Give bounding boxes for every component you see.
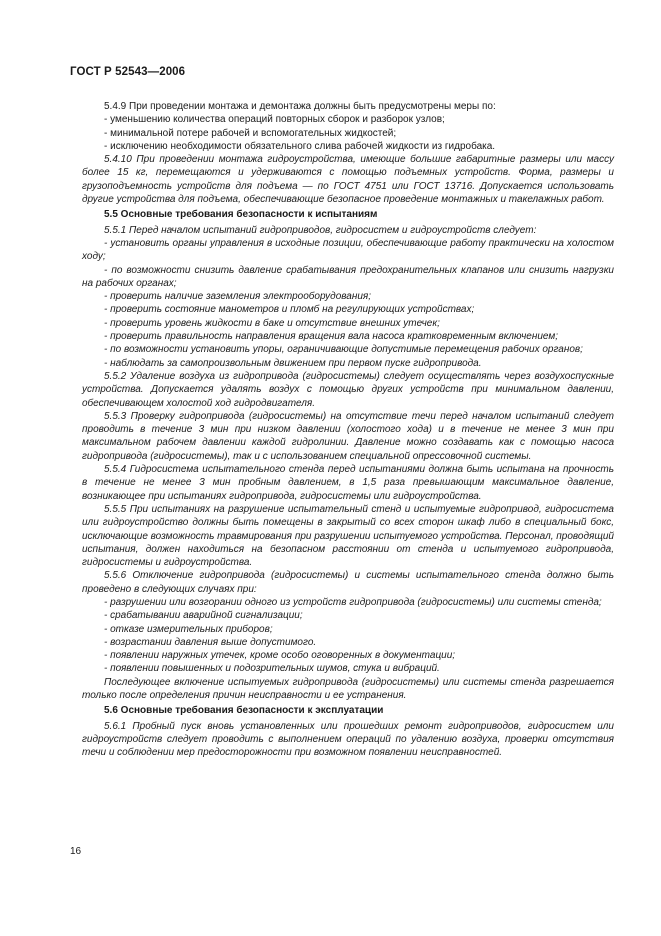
list-item: - срабатывании аварийной сигнализации; [104,610,303,622]
paragraph-5-5-1: 5.5.1 Перед началом испытаний гидроприводов, гидросистем и гидроустройств следует: [104,224,537,236]
list-item: - установить органы управления в исходные позиции, обеспечивающие работу практически на холостом ходу; [82,237,614,263]
list-item: - появлении наружных утечек, кроме особо оговоренных в документации; [104,650,456,662]
paragraph-5-5-2: 5.5.2 Удаление воздуха из гидропривода (гидросистемы) следует осуществлять через воздухоспускные устройства. Допускается удалять воздух с помощью других устройств при минимальном давлении, обеспечивающем холостой ход гидродвигателя. [82,370,614,409]
paragraph-restart: Последующее включение испытуемых гидропривода (гидросистемы) или системы стенда разрешается только после определения причин неисправности и ее устранения. [82,676,614,702]
list-item: - проверить правильность направления вращения вала насоса кратковременным включением; [104,331,559,343]
section-heading-5-5: 5.5 Основные требования безопасности к испытаниям [104,209,378,221]
paragraph-5-4-9: 5.4.9 При проведении монтажа и демонтажа должны быть предусмотрены меры по: [104,101,496,112]
list-item: - появлении повышенных и подозрительных шумов, стука и вибраций. [104,663,440,675]
section-heading-5-6: 5.6 Основные требования безопасности к эксплуатации [104,705,384,717]
list-item: - отказе измерительных приборов; [104,623,273,635]
paragraph-5-5-5: 5.5.5 При испытаниях на разрушение испытательный стенд и испытуемые гидропривод, гидросистема или гидроустройство должны быть помещены в закрытый со всех сторон шкаф либо в специальный бокс, исключающие возможность травмирования при разрушении испытуемого устройства. Персонал, проводящий испытания, должен находиться на безопасном расстоянии от стенда и испытуемого гидропривода, гидросистемы и гидроустройства. [82,503,614,569]
paragraph-5-5-3: 5.5.3 Проверку гидропривода (гидросистемы) на отсутствие течи перед началом испытаний следует проводить в течение 3 мин при низком давлении (холостого хода) и в течение не менее 3 мин при максимальном рабочем давлении каждой гидролинии. Давление можно создавать как с помощью насоса гидропривода (гидросистемы), так и с использованием специальной опрессовочной системы. [82,410,614,462]
list-item: - наблюдать за самопроизвольным движением при первом пуске гидропривода. [104,357,482,369]
list-item: - исключению необходимости обязательного слива рабочей жидкости из гидробака. [104,140,496,152]
document-body [82,100,614,760]
list-item: - возрастании давления выше допустимого. [104,636,317,648]
paragraph-5-6-1: 5.6.1 Пробный пуск вновь установленных или прошедших ремонт гидроприводов, гидросистем или гидроустройств следует проводить с выполнением операций по удалению воздуха, проверки отсутствия течи и соблюдении мер предосторожности при возможном появлении неисправностей. [82,720,614,759]
document-header: ГОСТ Р 52543—2006 [70,66,186,78]
paragraph-5-5-4: 5.5.4 Гидросистема испытательного стенда перед испытаниями должна быть испытана на прочность в течение не менее 3 мин пробным давлением, в 1,5 раза превышающим максимальное давление, возникающее при испытаниях гидропривода, гидросистемы или гидроустройства. [82,464,614,502]
list-item: - минимальной потере рабочей и вспомогательных жидкостей; [104,127,397,139]
paragraph-5-4-10: 5.4.10 При проведении монтажа гидроустройства, имеющие большие габаритные размеры или массу более 15 кг, перемещаются и удерживаются с помощью подъемных устройств. Форма, размеры и грузоподъемность устройств для подъема — по ГОСТ 4751 или ГОСТ 13716. Допускается использовать другие устройства для подъема, обеспечивающие безопасное проведение монтажных и такелажных работ. [82,154,614,206]
list-item: - уменьшению количества операций повторных сборок и разборок узлов; [104,114,445,126]
paragraph-5-5-6: 5.5.6 Отключение гидропривода (гидросистемы) и системы испытательного стенда должно быть проведено в следующих случаях при: [82,570,614,595]
page-number: 16 [70,846,82,857]
list-item: - по возможности снизить давление срабатывания предохранительных клапанов или снизить нагрузки на рабочих органах; [82,264,614,289]
list-item: - проверить уровень жидкости в баке и отсутствие внешних утечек; [104,317,440,329]
list-item: - разрушении или возгорании одного из устройств гидропривода (гидросистемы) или системы стенда; [104,596,602,608]
list-item: - проверить наличие заземления электрооборудования; [104,291,372,303]
list-item: - проверить состояние манометров и пломб на регулирующих устройствах; [104,304,475,316]
list-item: - по возможности установить упоры, ограничивающие допустимые перемещения рабочих органов; [104,344,583,356]
